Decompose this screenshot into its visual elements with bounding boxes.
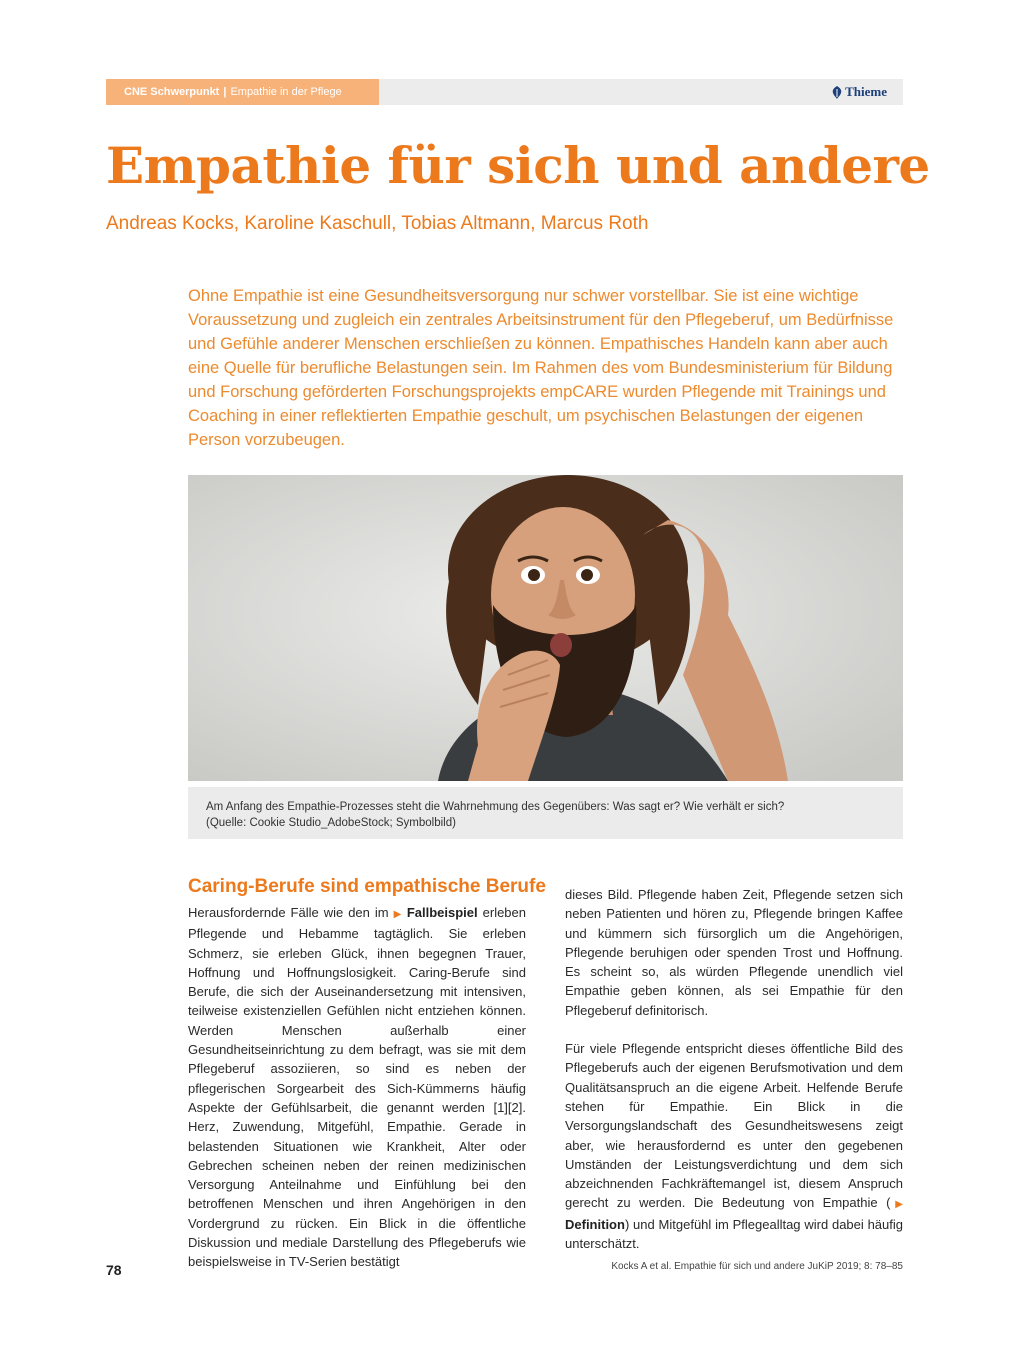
article-authors: Andreas Kocks, Karoline Kaschull, Tobias Altmann, Marcus Roth (106, 213, 649, 234)
portrait-illustration (188, 475, 903, 781)
case-example-link[interactable]: Fallbeispiel (406, 905, 478, 920)
article-lead: Ohne Empathie ist eine Gesundheitsversorgung nur schwer vorstellbar. Sie ist eine wichtige Voraussetzung und zugleich ein zentrales Arbeitsinstrument für den Pflegeberuf, um Bedürfnisse und Gefühle anderer Menschen erschließen zu können. Empathisches Handeln kann aber auch eine Quelle für berufliche Belastungen sein. Im Rahmen des vom Bundesministerium für Bildung und Forschung geförderten Forschungsprojekts empCARE wurden Pflegende mit Trainings und Coaching in einer reflektierten Empathie geschult, um psychischen Belastungen der eigenen Person vorzubeugen. (188, 287, 894, 449)
caption-text: Am Anfang des Empathie-Prozesses steht die Wahrnehmung des Gegenübers: Was sagt er? Wie verhält er sich? (206, 801, 785, 813)
body-paragraph: dieses Bild. Pflegende haben Zeit, Pflegende setzen sich neben Patienten und hören zu, Pflegende bringen Kaffee und kümmern sich fürsorglich um die Angehörigen, Pflegende beruhigen oder spenden Trost und Hoffnung. Es scheint so, als würden Pflegende unendlich viel Empathie geben können, als sei Empathie für den Pflegeberuf definitorisch. (565, 887, 903, 1018)
figure-caption (188, 787, 903, 839)
article-photo (188, 475, 903, 781)
article-title: Empathie für sich und andere (106, 136, 930, 195)
paragraph-text: erleben Pflegende und Hebamme tagtäglich. Sie erleben Schmerz, sie erleben Glück, ihnen begegnen Trauer, Hoffnung und Hoffnungslosigkeit. Caring-Berufe sind Berufe, die sich der Auseinandersetzung mit intensiven, teilweise existenziellen Gefühlen nicht entziehen können. Werden Menschen außerhalb einer Gesundheitseinrichtung zu dem befragt, was sie mit dem Pflegeberuf assoziieren, so sind es neben der pflegerischen Sorgearbeit des Sich-Kümmerns häufig Aspekte der Gefühlsarbeit, die genannt werden [1][2]. Herz, Zuwendung, Mitgefühl, Empathie. Gerade in belastenden Situationen wie Krankheit, Alter oder Gebrechen scheinen neben der reinen medizinischen Versorgung Anteilnahme und Einfühlung bei den betroffenen Menschen und ihren Angehörigen in den Vordergrund zu rücken. Ein Blick in die öffentliche Diskussion und mediale Darstellung des Pflegeberufs wie beispielsweise in TV-Serien bestätigt (188, 905, 526, 1270)
section-tag (106, 79, 379, 105)
body-column-left (188, 875, 546, 1272)
publisher-logo (832, 79, 887, 105)
caption-source: (Quelle: Cookie Studio_AdobeStock; Symbolbild) (206, 817, 456, 829)
paragraph-text: ) und Mitgefühl im Pflegealltag wird dabei häufig unterschätzt. (565, 1216, 903, 1252)
arrow-right-icon: ▶ (393, 909, 407, 920)
body-column-right (565, 885, 903, 1253)
body-paragraph (188, 903, 526, 1272)
section-heading: Caring-Berufe sind empathische Berufe (188, 876, 546, 897)
publisher-emblem-icon (832, 86, 842, 99)
footer-citation: Kocks A et al. Empathie für sich und andere JuKiP 2019; 8: 78–85 (611, 1261, 903, 1272)
definition-link[interactable]: Definition (565, 1216, 625, 1232)
section-separator: | (223, 86, 227, 98)
page-number: 78 (106, 1262, 122, 1278)
paragraph-text: Herausfordernde Fälle wie den im (188, 905, 394, 920)
running-header (106, 79, 903, 105)
publisher-name: Thieme (845, 84, 887, 99)
arrow-right-icon: ▶ (890, 1199, 903, 1211)
section-label: CNE Schwerpunkt (124, 86, 220, 98)
paragraph-text: Für viele Pflegende entspricht dieses öffentliche Bild des Pflegeberufs auch der eigenen Berufsmotivation und dem Qualitätsanspruch an die eigene Arbeit. Helfende Berufe stehen für Empathie. Ein Blick in die Versorgungslandschaft des Gesundheitswesens zeigt aber, wie herausfordernd es unter den gegebenen Umständen der Leistungsverdichtung und dem sich abzeichnenden Fachkräftemangel ist, diesem Anspruch gerecht zu werden. Die Bedeutung von Empathie ( (565, 1041, 903, 1211)
body-paragraph (565, 1039, 903, 1253)
topic-label: Empathie in der Pflege (230, 86, 342, 98)
